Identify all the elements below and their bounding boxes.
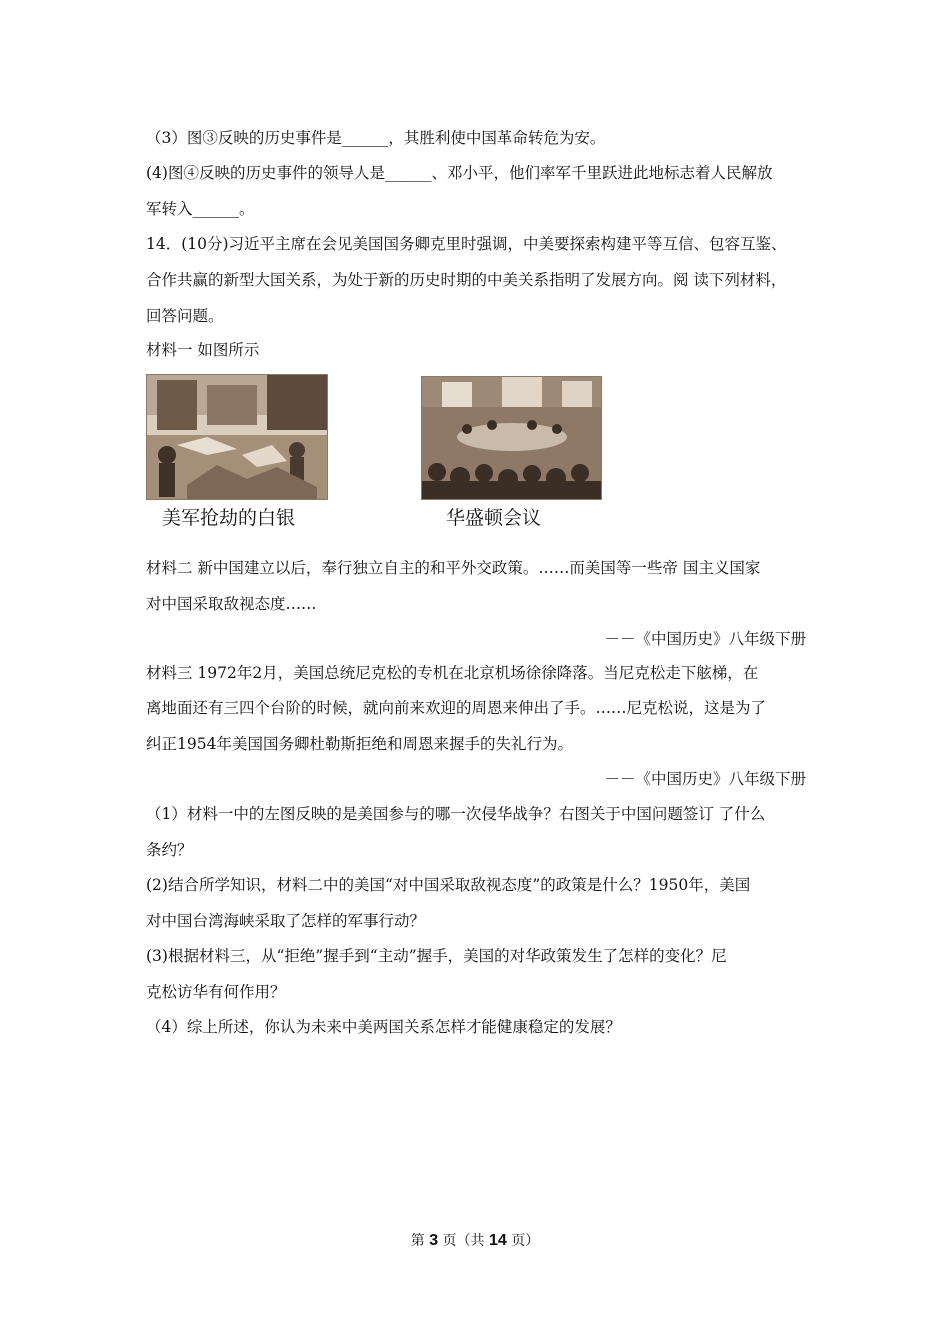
material-3-source: －－《中国历史》八年级下册	[604, 770, 806, 788]
page-footer	[0, 1231, 950, 1251]
material-3-cont: 离地面还有三四个台阶的时候，就向前来欢迎的周恩来伸出了手。……尼克松说，这是为了	[146, 699, 767, 717]
footer-page-number: 3	[429, 1232, 439, 1249]
material-2-cont: 对中国采取敌视态度……	[146, 595, 317, 613]
footer-prefix: 第	[410, 1233, 430, 1249]
question-13-4: (4)图④反映的历史事件的领导人是______、邓小平，他们率军千里跃进此地标志着人民解放	[146, 164, 773, 182]
question-14-2: (2)结合所学知识，材料二中的美国“对中国采取敌视态度”的政策是什么？1950年，美国	[146, 876, 751, 894]
question-14-stem-2: 合作共赢的新型大国关系，为处于新的历史时期的中美关系指明了发展方向。阅 读下列材料，	[146, 271, 787, 289]
material-3-cont-2: 纠正1954年美国国务卿杜勒斯拒绝和周恩来握手的失礼行为。	[146, 735, 573, 753]
caption-left: 美军抢劫的白银	[162, 507, 296, 529]
photo-washington-conference	[421, 376, 602, 500]
question-14-2-cont: 对中国台湾海峡采取了怎样的军事行动？	[146, 912, 426, 930]
question-13-4-cont: 军转入______。	[146, 200, 255, 218]
material-2: 材料二 新中国建立以后，奉行独立自主的和平外交政策。……而美国等一些帝 国主义国家	[146, 559, 761, 577]
material-2-source: －－《中国历史》八年级下册	[604, 630, 806, 648]
question-14-stem: 14．(10分)习近平主席在会见美国国务卿克里时强调，中美要探索构建平等互信、包容互鉴、	[146, 235, 787, 253]
footer-middle: 页（共	[438, 1233, 489, 1249]
photo-looted-silver	[146, 374, 328, 500]
question-14-3: (3)根据材料三，从“拒绝”握手到“主动”握手，美国的对华政策发生了怎样的变化？尼	[146, 947, 727, 965]
question-14-stem-3: 回答问题。	[146, 307, 224, 325]
footer-total-pages: 14	[489, 1232, 507, 1249]
question-14-3-cont: 克松访华有何作用？	[146, 983, 286, 1001]
caption-right: 华盛顿会议	[446, 507, 542, 529]
question-14-4: （4）综上所述，你认为未来中美两国关系怎样才能健康稳定的发展？	[146, 1018, 621, 1036]
question-14-1: （1）材料一中的左图反映的是美国参与的哪一次侵华战争？右图关于中国问题签订 了什么	[146, 805, 766, 823]
question-14-1-cont: 条约？	[146, 841, 193, 859]
question-13-3: （3）图③反映的历史事件是______，其胜利使中国革命转危为安。	[146, 129, 606, 147]
material-3: 材料三 1972年2月，美国总统尼克松的专机在北京机场徐徐降落。当尼克松走下舷梯，在	[146, 664, 759, 682]
footer-suffix: 页）	[506, 1233, 540, 1249]
material-1-label: 材料一 如图所示	[146, 341, 260, 359]
